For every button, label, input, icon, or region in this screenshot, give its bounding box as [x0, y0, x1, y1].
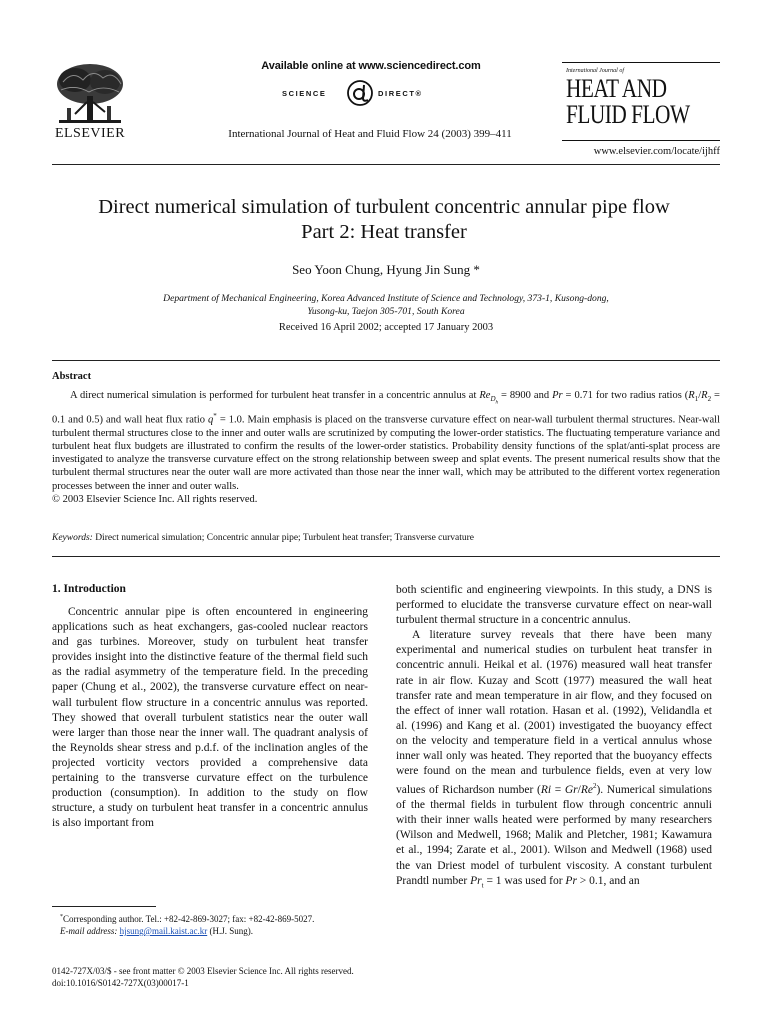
front-matter-info	[52, 965, 552, 989]
journal-box-rule	[562, 62, 720, 63]
title-line1: Direct numerical simulation of turbulent concentric annular pipe flow	[98, 196, 670, 218]
abstract-bottom-rule	[52, 556, 720, 557]
author-list: Seo Yoon Chung, Hyung Jin Sung *	[292, 262, 480, 277]
received-date: Received 16 April 2002; accepted 17 January 2003	[278, 322, 494, 333]
footnote-corresponding: *Corresponding author. Tel.: +82-42-869-3027; fax: +82-42-869-5027.	[60, 914, 315, 924]
header-rule	[52, 164, 720, 165]
left-column	[52, 605, 368, 831]
keywords	[52, 533, 720, 543]
title-line2: Part 2: Heat transfer	[301, 221, 467, 243]
affiliation-line1: Department of Mechanical Engineering, Korea Advanced Institute of Science and Technology, 373-1, Kusong-dong,	[163, 293, 609, 304]
abstract-heading: Abstract	[52, 371, 92, 382]
available-online-line: Available online at www.sciencedirect.com	[261, 60, 481, 72]
intro-paragraph-1-cont: both scientific and engineering viewpoints. In this study, a DNS is performed to elucidate the transverse curvature effect on near-wall turbulent thermal structure in a concentric annulus.	[396, 584, 712, 627]
journal-box-line1: HEAT AND	[566, 74, 667, 103]
keywords-label: Keywords:	[52, 533, 93, 543]
journal-citation: International Journal of Heat and Fluid Flow 24 (2003) 399–411	[228, 128, 512, 140]
issn-line: 0142-727X/03/$ - see front matter © 2003 Elsevier Science Inc. All rights reserved.	[52, 966, 354, 976]
abstract-paragraph: A direct numerical simulation is performed for turbulent heat transfer in a concentric annulus at $Re_{D_h} = 8900$ and Pr = 0.71 for two radius ratios ($R_1/R_2 = 0.1$ and 0.5) and wall heat flux ratio q* = 1.0. Main emphasis is placed on the transverse curvature effect on near-wall turbulent thermal structures. Near-wall turbulent thermal structures close to the inner and outer walls are scrutinized by computing the lower-order statistics. The fluctuating temperature variance and turbulent heat flux budgets are illustrated to confirm the results of the lower-order statistics. Probability density functions of the splat/anti-splat process are investigated to analyze the transverse curvature effect on the strong relationship between sweep and splat events. The present numerical results show that the turbulent thermal structures near the outer wall are more activated than those near the inner wall, which may be attributed to the different vortex regeneration processes between the inner and outer walls.	[52, 390, 720, 492]
footnote	[52, 911, 368, 937]
email-link[interactable]: hjsung@mail.kaist.ac.kr	[119, 926, 208, 936]
elsevier-tree-logo	[53, 62, 127, 126]
journal-url-link[interactable]: www.elsevier.com/locate/ijhff	[593, 146, 720, 157]
sd-left-text: SCIENCE	[282, 89, 327, 98]
sciencedirect-logo	[282, 81, 462, 107]
publisher-name: ELSEVIER	[54, 126, 126, 141]
intro-paragraph-1: Concentric annular pipe is often encountered in engineering applications such as heat exchangers, gas-cooled nuclear reactors and gas turbines. Moreover, study on turbulent heat transfer provides insight into the distinctive feature of the thermal field such as the radial asymmetry of the temperature field. In the preceding paper (Chung et al., 2002), the transverse curvature effect on near-wall turbulent flow structure in a concentric annulus was reported. They showed that overall turbulent statistics near the outer wall were larger than those near the inner wall. The quadrant analysis of the Reynolds shear stress and p.d.f. of the inclination angles of the projected vorticity vectors provided a comprehensive data pertaining to the transverse curvature effect on the turbulence production (consumption). In addition to the study on flow structure, a study on turbulent heat transfer in a concentric annulus is also important from	[52, 606, 368, 830]
keywords-text: Direct numerical simulation; Concentric annular pipe; Turbulent heat transfer; Transverse curvature	[95, 533, 475, 543]
journal-logo-box	[562, 62, 720, 141]
sciencedirect-at-icon	[346, 79, 374, 107]
journal-box-line2: FLUID FLOW	[566, 100, 690, 129]
abstract-copyright: © 2003 Elsevier Science Inc. All rights reserved.	[52, 494, 258, 506]
footnote-rule	[52, 906, 156, 907]
article-title	[40, 195, 728, 245]
intro-paragraph-2: A literature survey reveals that there have been many experimental and numerical studies on turbulent heat transfer in concentric annuli. Heikal et al. (1976) measured wall heat transfer rate in air flow. Kuzay and Scott (1977) measured the wall heat transfer rate and mean temperature in air flow, and they focused on the effect of inner wall rotation. Hasan et al. (1992), Velidandla et al. (1996) and Kang et al. (2001) investigated the buoyancy effect on the velocity and temperature field in a vertical annulus whose inner wall only was heated. They reported that the buoyancy effects were found on the mean and turbulence fields, even at very low values of Richardson number $(Ri = Gr/Re^2)$. Numerical simulations of the thermal fields in turbulent flow through concentric annuli with their inner walls heated were performed by many researchers (Wilson and Medwell, 1968; Malik and Pletcher, 1981; Kawamura et al., 1994; Zarate et al., 2001). Wilson and Medwell (1968) used the van Driest model of turbulent viscosity. A constant turbulent Prandtl number $Pr_t = 1$ was used for Pr > 0.1, and an	[396, 629, 712, 889]
footnote-email: E-mail address: hjsung@mail.kaist.ac.kr (H.J. Sung).	[60, 926, 253, 936]
abstract-top-rule	[52, 360, 720, 361]
journal-box-small: International Journal of	[566, 68, 624, 74]
section-heading-introduction: 1. Introduction	[52, 583, 126, 595]
abstract-body	[52, 389, 720, 506]
journal-box-rule	[562, 140, 720, 141]
affiliation	[100, 292, 672, 318]
affiliation-line2: Yusong-ku, Taejon 305-701, South Korea	[307, 306, 465, 317]
right-column	[396, 583, 712, 893]
sd-right-text: DIRECT®	[378, 89, 423, 98]
doi-line: doi:10.1016/S0142-727X(03)00017-1	[52, 978, 189, 988]
